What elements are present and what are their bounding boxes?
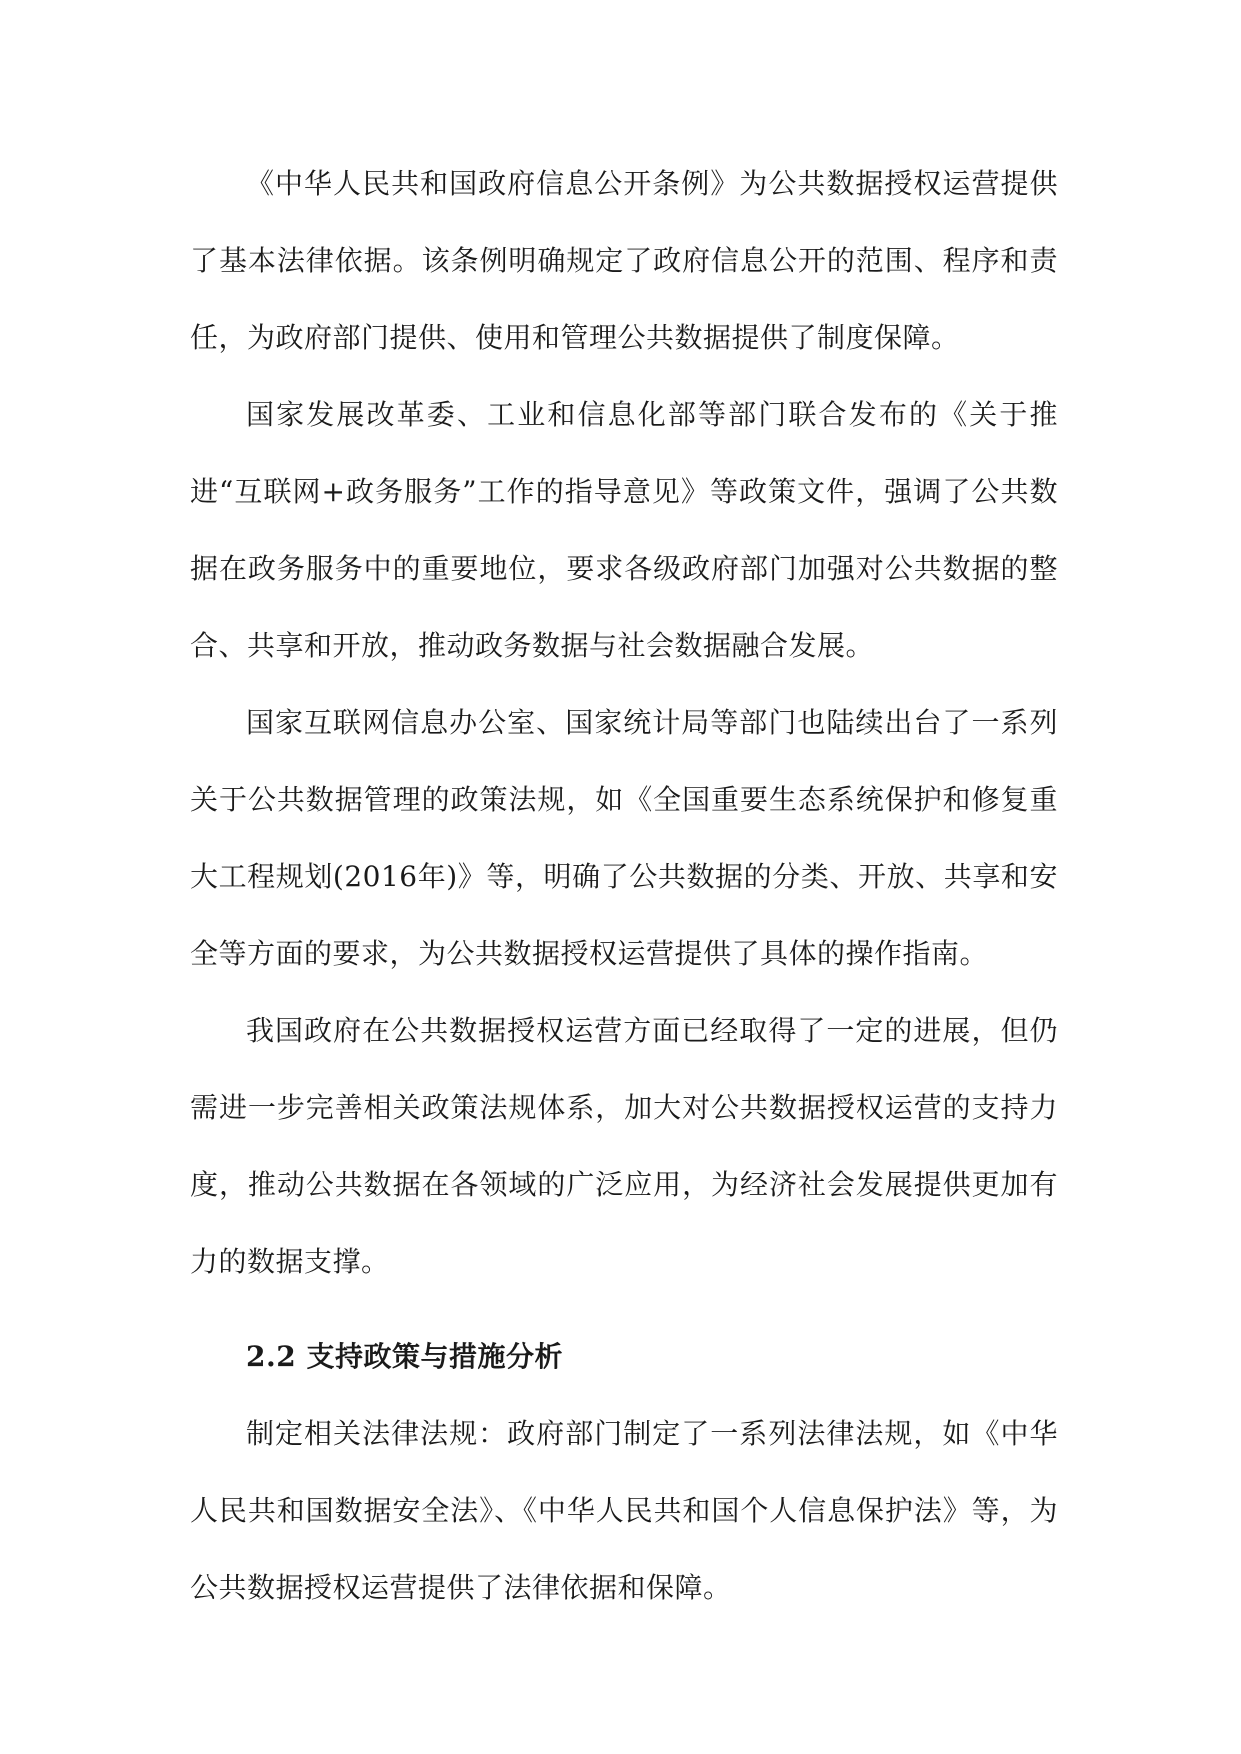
paragraph-info-disclosure-regulation: 《中华人民共和国政府信息公开条例》为公共数据授权运营提供了基本法律依据。该条例明确规定了政府信息公开的范围、程序和责任，为政府部门提供、使用和管理公共数据提供了制度保障。 (190, 167, 1058, 354)
paragraph-public-data-regulations: 国家互联网信息办公室、国家统计局等部门也陆续出台了一系列关于公共数据管理的政策法规，如《全国重要生态系统保护和修复重大工程规划(2016年)》等，明确了公共数据的分类、开放、共享和安全等方面的要求，为公共数据授权运营提供了具体的操作指南。 (190, 706, 1058, 970)
document-body (190, 145, 1058, 1626)
paragraph-progress-summary: 我国政府在公共数据授权运营方面已经取得了一定的进展，但仍需进一步完善相关政策法规体系，加大对公共数据授权运营的支持力度，推动公共数据在各领域的广泛应用，为经济社会发展提供更加有力的数据支撑。 (190, 1014, 1058, 1278)
paragraph-laws-and-regulations: 制定相关法律法规：政府部门制定了一系列法律法规，如《中华人民共和国数据安全法》、《中华人民共和国个人信息保护法》等，为公共数据授权运营提供了法律依据和保障。 (190, 1417, 1058, 1604)
paragraph-internet-plus-gov-services: 国家发展改革委、工业和信息化部等部门联合发布的《关于推进“互联网+政务服务”工作的指导意见》等政策文件，强调了公共数据在政务服务中的重要地位，要求各级政府部门加强对公共数据的整合、共享和开放，推动政务数据与社会数据融合发展。 (190, 398, 1058, 662)
section-heading: 2.2 支持政策与措施分析 (246, 1340, 563, 1373)
